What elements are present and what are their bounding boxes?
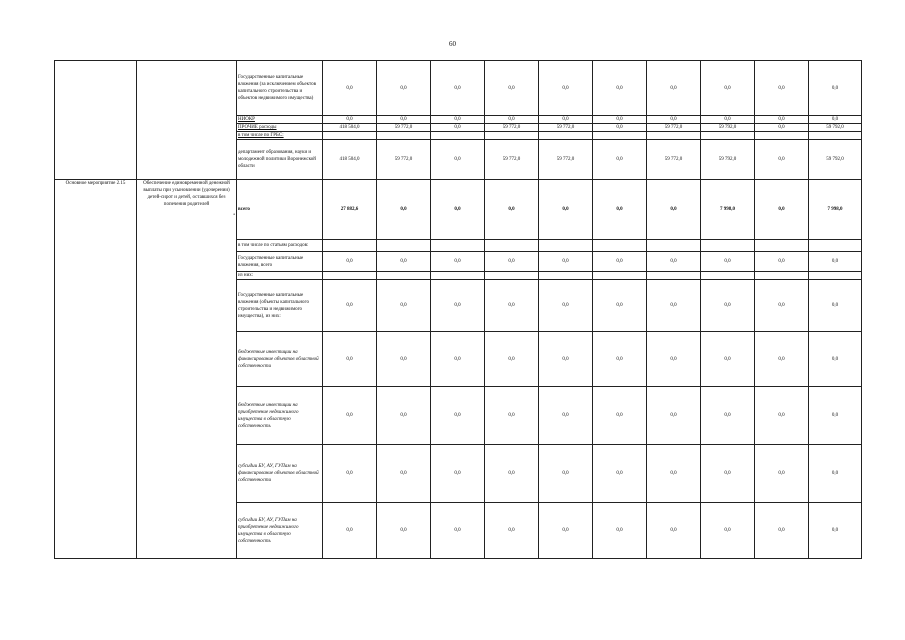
value-cell: 59 772,0 [539, 140, 593, 180]
value-cell: 0,0 [323, 332, 377, 387]
value-cell [593, 132, 647, 140]
row-label: НИОКР [237, 116, 323, 124]
value-cell: 0,0 [701, 445, 755, 503]
value-cell: 0,0 [485, 387, 539, 445]
value-cell: 0,0 [377, 280, 431, 332]
value-cell: 0,0 [377, 252, 431, 272]
empty-cell [55, 61, 137, 180]
value-cell: 0,0 [755, 503, 809, 559]
value-cell: 0,0 [539, 445, 593, 503]
row-label: субсидии БУ, АУ, ГУПам на финансирование объектов областной собственности [237, 445, 323, 503]
value-cell: 0,0 [323, 445, 377, 503]
value-cell [809, 240, 862, 252]
value-cell [701, 132, 755, 140]
value-cell: 0,0 [431, 252, 485, 272]
value-cell [377, 132, 431, 140]
value-cell: 0,0 [755, 332, 809, 387]
value-cell: 59 792,0 [809, 140, 862, 180]
value-cell: 0,0 [485, 180, 539, 240]
value-cell: 0,0 [485, 445, 539, 503]
row-label: Государственные капитальные вложения (объекты капитального строительства и недвижимого имущества), из них: [237, 280, 323, 332]
value-cell: 0,0 [323, 503, 377, 559]
page-number: 60 [449, 40, 456, 48]
value-cell: 0,0 [377, 116, 431, 124]
value-cell: 0,0 [809, 387, 862, 445]
value-cell [809, 272, 862, 280]
value-cell: 7 998,0 [809, 180, 862, 240]
value-cell: 0,0 [377, 445, 431, 503]
value-cell [593, 272, 647, 280]
value-cell: 418 504,0 [323, 140, 377, 180]
value-cell [539, 132, 593, 140]
value-cell: 59 772,0 [647, 124, 701, 132]
value-cell: 0,0 [539, 280, 593, 332]
value-cell: 0,0 [755, 180, 809, 240]
value-cell: 27 882,6 [323, 180, 377, 240]
value-cell [701, 240, 755, 252]
value-cell [485, 240, 539, 252]
row-label: из них: [237, 272, 323, 280]
value-cell: 0,0 [431, 332, 485, 387]
value-cell: 0,0 [377, 180, 431, 240]
value-cell: 59 772,0 [539, 124, 593, 132]
value-cell [701, 272, 755, 280]
value-cell: 0,0 [647, 387, 701, 445]
value-cell [431, 240, 485, 252]
value-cell [377, 272, 431, 280]
value-cell: 0,0 [647, 445, 701, 503]
value-cell: 0,0 [323, 252, 377, 272]
row-label: всего [237, 180, 323, 240]
value-cell [809, 132, 862, 140]
value-cell: 0,0 [647, 332, 701, 387]
row-label: субсидии БУ, АУ, ГУПам на приобретение недвижимого имущества в областную собственность [237, 503, 323, 559]
value-cell [755, 132, 809, 140]
value-cell: 0,0 [593, 387, 647, 445]
table-row [55, 180, 862, 240]
value-cell: 0,0 [755, 61, 809, 116]
value-cell: 0,0 [593, 252, 647, 272]
value-cell: 0,0 [431, 387, 485, 445]
value-cell: 0,0 [485, 61, 539, 116]
value-cell: 0,0 [539, 387, 593, 445]
value-cell [431, 272, 485, 280]
activity-description-text: Обеспечение единовременной денежной выплаты при усыновлении (удочерении) детей-сирот и детей, оставшихся без попечения родителей [143, 181, 230, 207]
value-cell: 0,0 [593, 124, 647, 132]
value-cell [323, 240, 377, 252]
value-cell: 0,0 [647, 61, 701, 116]
value-cell: 0,0 [377, 332, 431, 387]
value-cell [755, 240, 809, 252]
value-cell: 0,0 [701, 503, 755, 559]
value-cell: 0,0 [431, 445, 485, 503]
value-cell [647, 240, 701, 252]
bullet-mark: • [233, 213, 235, 218]
value-cell: 0,0 [701, 280, 755, 332]
value-cell: 0,0 [485, 252, 539, 272]
value-cell: 0,0 [539, 332, 593, 387]
value-cell [755, 272, 809, 280]
value-cell [647, 272, 701, 280]
value-cell: 0,0 [593, 445, 647, 503]
value-cell: 0,0 [539, 252, 593, 272]
value-cell [485, 272, 539, 280]
value-cell: 0,0 [323, 280, 377, 332]
value-cell: 0,0 [755, 124, 809, 132]
budget-table [54, 60, 862, 559]
value-cell [323, 272, 377, 280]
value-cell: 0,0 [593, 503, 647, 559]
value-cell: 0,0 [539, 61, 593, 116]
value-cell: 0,0 [647, 252, 701, 272]
value-cell: 59 772,0 [377, 140, 431, 180]
value-cell: 0,0 [431, 180, 485, 240]
row-label: департамент образования, науки и молодежной политики Воронежской области [237, 140, 323, 180]
value-cell [431, 132, 485, 140]
value-cell: 0,0 [431, 116, 485, 124]
table-row [55, 61, 862, 116]
value-cell: 0,0 [431, 503, 485, 559]
value-cell: 0,0 [539, 116, 593, 124]
value-cell: 0,0 [701, 252, 755, 272]
value-cell [647, 132, 701, 140]
activity-description [137, 180, 237, 559]
value-cell [323, 132, 377, 140]
value-cell: 0,0 [377, 61, 431, 116]
value-cell [377, 240, 431, 252]
value-cell: 59 772,0 [647, 140, 701, 180]
value-cell: 0,0 [701, 61, 755, 116]
value-cell: 0,0 [701, 116, 755, 124]
value-cell: 0,0 [809, 252, 862, 272]
value-cell: 0,0 [647, 280, 701, 332]
value-cell: 0,0 [755, 280, 809, 332]
value-cell: 0,0 [755, 252, 809, 272]
value-cell: 0,0 [431, 124, 485, 132]
value-cell [485, 132, 539, 140]
activity-code: Основное мероприятие 2.15 [55, 180, 137, 559]
row-label: в том числе по статьям расходов: [237, 240, 323, 252]
value-cell: 0,0 [431, 280, 485, 332]
row-label: бюджетные инвестиции на приобретение недвижимого имущества в областную собственность [237, 387, 323, 445]
value-cell: 0,0 [809, 332, 862, 387]
value-cell: 0,0 [377, 503, 431, 559]
value-cell: 59 772,0 [485, 124, 539, 132]
value-cell: 0,0 [485, 503, 539, 559]
row-label: бюджетные инвестиции на финансирование объектов областной собственности [237, 332, 323, 387]
value-cell: 0,0 [809, 116, 862, 124]
value-cell: 59 792,0 [701, 140, 755, 180]
value-cell: 0,0 [377, 387, 431, 445]
value-cell: 0,0 [539, 180, 593, 240]
value-cell: 59 772,0 [485, 140, 539, 180]
value-cell: 0,0 [755, 140, 809, 180]
value-cell: 0,0 [809, 280, 862, 332]
value-cell: 0,0 [431, 140, 485, 180]
value-cell: 0,0 [809, 61, 862, 116]
row-label: Государственные капитальные вложения (за исключением объектов капитального строительства и объектов недвижимого имущества) [237, 61, 323, 116]
value-cell: 0,0 [323, 116, 377, 124]
value-cell: 0,0 [701, 387, 755, 445]
value-cell: 0,0 [593, 116, 647, 124]
value-cell: 0,0 [539, 503, 593, 559]
value-cell: 0,0 [431, 61, 485, 116]
value-cell: 0,0 [755, 387, 809, 445]
value-cell: 0,0 [647, 180, 701, 240]
value-cell: 59 772,0 [377, 124, 431, 132]
empty-cell [137, 61, 237, 180]
value-cell [539, 272, 593, 280]
value-cell: 0,0 [755, 116, 809, 124]
value-cell: 418 504,0 [323, 124, 377, 132]
value-cell: 0,0 [485, 280, 539, 332]
value-cell [593, 240, 647, 252]
value-cell: 0,0 [755, 445, 809, 503]
value-cell: 0,0 [485, 116, 539, 124]
value-cell: 0,0 [323, 387, 377, 445]
row-label: ПРОЧИЕ расходы [237, 124, 323, 132]
value-cell: 0,0 [701, 332, 755, 387]
value-cell: 0,0 [593, 280, 647, 332]
value-cell: 0,0 [593, 140, 647, 180]
row-label: в том числе по ГРБС: [237, 132, 323, 140]
value-cell: 0,0 [647, 503, 701, 559]
row-label: Государственные капитальные вложения, всего [237, 252, 323, 272]
value-cell: 59 792,0 [701, 124, 755, 132]
value-cell [539, 240, 593, 252]
value-cell: 0,0 [593, 332, 647, 387]
value-cell: 0,0 [809, 445, 862, 503]
value-cell: 0,0 [647, 116, 701, 124]
value-cell: 0,0 [593, 61, 647, 116]
value-cell: 0,0 [323, 61, 377, 116]
value-cell: 0,0 [809, 503, 862, 559]
value-cell: 7 998,0 [701, 180, 755, 240]
value-cell: 59 792,0 [809, 124, 862, 132]
value-cell: 0,0 [485, 332, 539, 387]
value-cell: 0,0 [593, 180, 647, 240]
